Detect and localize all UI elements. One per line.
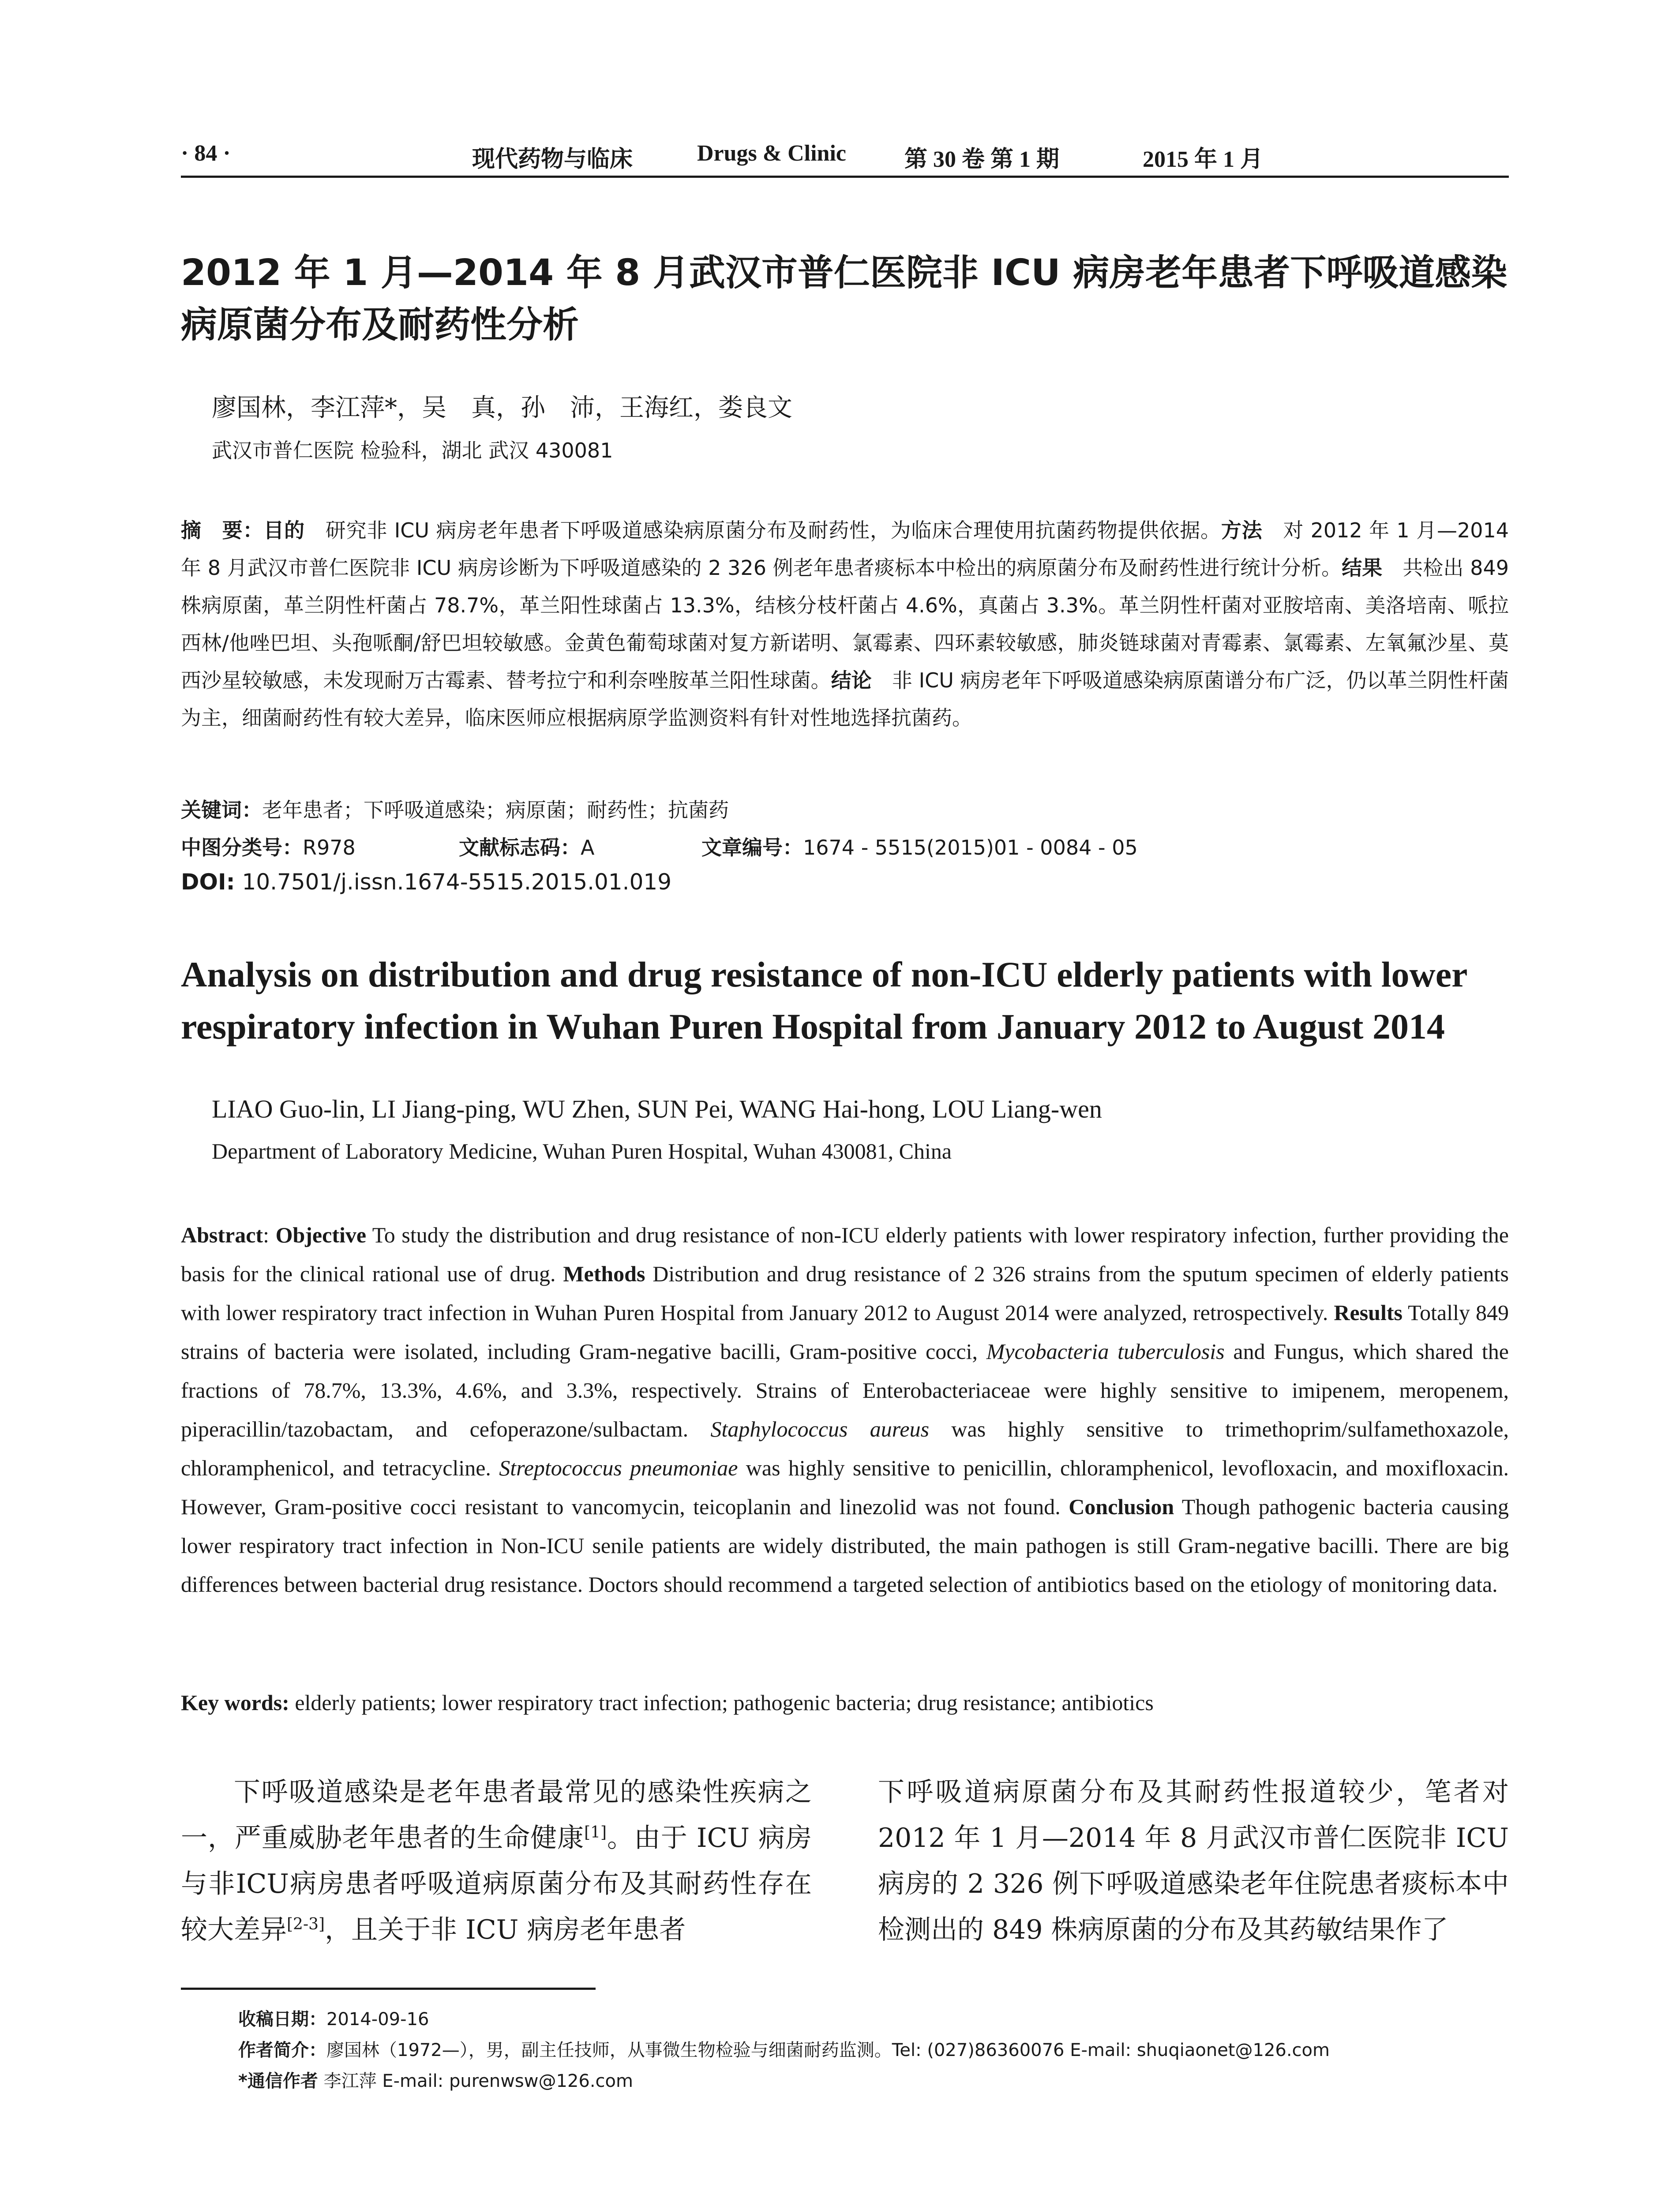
paper-title-cn: 2012 年 1 月—2014 年 8 月武汉市普仁医院非 ICU 病房老年患者下呼吸道感染病原菌分布及耐药性分析 bbox=[181, 252, 1508, 346]
body-column-right bbox=[878, 1769, 1509, 1953]
footnote-author-bio bbox=[238, 2036, 1330, 2061]
paper-title-en: Analysis on distribution and drug resistance of non-ICU elderly patients with lower respiratory infection in Wuhan Puren Hospital from January 2012 to August 2014 bbox=[181, 954, 1467, 1047]
body-column-left bbox=[181, 1769, 812, 1953]
abstract-cn-conclusion-label: 结论 bbox=[831, 668, 872, 692]
footnote-rule bbox=[181, 1988, 596, 1990]
document-code-label: 文献标志码： bbox=[459, 836, 581, 859]
doi-value[interactable]: 10.7501/j.issn.1674-5515.2015.01.019 bbox=[242, 869, 672, 895]
abstract-en-conclusion: Though pathogenic bacteria causing lower respiratory tract infection in Non-ICU senile patients are widely distributed, the main pathogen is still Gram-negative bacilli. There are big differences between bacterial drug resistance. Doctors should recommend a targeted selection of antibiotics based on the etiology of monitoring data. bbox=[181, 1494, 1509, 1597]
document-code bbox=[459, 832, 594, 861]
abstract-en-methods-label: Methods bbox=[563, 1261, 645, 1286]
footnote-received bbox=[238, 2005, 429, 2030]
abstract-cn-methods: 对 2012 年 1 月—2014 年 8 月武汉市普仁医院非 ICU 病房诊断为下呼吸道感染的 2 326 例老年患者痰标本中检出的病原菌分布及耐药性进行统计分析。 bbox=[181, 518, 1509, 580]
abstract-en-results-c: was highly sensitive to trimethoprim/sulfamethoxazole, chloramphenicol, and tetracycline. bbox=[181, 1417, 1509, 1480]
doi-line bbox=[181, 869, 671, 895]
running-header bbox=[181, 140, 1509, 176]
keywords-en-label: Key words: bbox=[181, 1690, 289, 1715]
abstract-en-sep: : bbox=[263, 1223, 276, 1247]
abstract-en-species-mycobacteria: Mycobacteria tuberculosis bbox=[986, 1339, 1225, 1364]
abstract-en bbox=[181, 1216, 1509, 1604]
article-number bbox=[701, 832, 1138, 861]
abstract-en-conclusion-label: Conclusion bbox=[1069, 1494, 1174, 1519]
issue-info: 第 30 卷 第 1 期 bbox=[904, 147, 1060, 172]
footnote-corresponding bbox=[238, 2067, 633, 2092]
classification-line bbox=[181, 832, 356, 861]
bio-label: 作者简介： bbox=[238, 2040, 326, 2060]
keywords-cn-label: 关键词： bbox=[181, 798, 262, 822]
abstract-en-results-label: Results bbox=[1334, 1300, 1402, 1325]
keywords-cn bbox=[181, 794, 729, 823]
corresponding-text: 李江萍 E-mail: purenwsw@126.com bbox=[318, 2071, 633, 2091]
body-right-text: 下呼吸道病原菌分布及其耐药性报道较少，笔者对 2012 年 1 月—2014 年 8 月武汉市普仁医院非 ICU 病房的 2 326 例下呼吸道感染老年住院患者痰标本中检测出的 849 株病原菌的分布及其药敏结果作了 bbox=[878, 1777, 1509, 1945]
abstract-cn-objective-label: 目的 bbox=[263, 518, 305, 542]
abstract-en-objective: To study the distribution and drug resistance of non-ICU elderly patients with lower respiratory infection, further providing the basis for the clinical rational use of drug. bbox=[181, 1223, 1509, 1286]
journal-name-cn: 现代药物与临床 bbox=[472, 146, 633, 173]
abstract-cn-methods-label: 方法 bbox=[1221, 518, 1263, 542]
received-date: 2014-09-16 bbox=[326, 2009, 429, 2030]
doi-label: DOI: bbox=[181, 869, 235, 895]
header-rule bbox=[181, 176, 1509, 178]
body-left-text-c: ，且关于非 ICU 病房老年患者 bbox=[325, 1914, 686, 1945]
abstract-en-objective-label: Objective bbox=[275, 1223, 367, 1247]
bio-text: 廖国林（1972—），男，副主任技师，从事微生物检验与细菌耐药监测。Tel: (027)86360076 E-mail: shuqiaonet@126.com bbox=[326, 2040, 1330, 2060]
abstract-cn-objective: 研究非 ICU 病房老年患者下呼吸道感染病原菌分布及耐药性，为临床合理使用抗菌药物提供依据。 bbox=[304, 518, 1221, 542]
affiliation-en: Department of Laboratory Medicine, Wuhan Puren Hospital, Wuhan 430081, China bbox=[212, 1139, 952, 1163]
page-number: · 84 · bbox=[181, 141, 231, 166]
journal-name-en: Drugs & Clinic bbox=[697, 141, 846, 166]
body-left-text-a: 下呼吸道感染是老年患者最常见的感染性疾病之一，严重威胁老年患者的生命健康 bbox=[181, 1777, 812, 1853]
abstract-en-label: Abstract bbox=[181, 1223, 263, 1247]
citation-ref[interactable]: [1] bbox=[584, 1823, 607, 1842]
keywords-cn-text: 老年患者；下呼吸道感染；病原菌；耐药性；抗菌药 bbox=[262, 798, 729, 822]
clc-label: 中图分类号： bbox=[181, 836, 303, 859]
abstract-cn bbox=[181, 512, 1509, 737]
article-number-label: 文章编号： bbox=[701, 836, 803, 859]
received-label: 收稿日期： bbox=[238, 2009, 326, 2030]
authors-cn: 廖国林，李江萍*，吴 真，孙 沛，王海红，娄良文 bbox=[212, 394, 792, 422]
abstract-cn-results: 共检出 849 株病原菌，革兰阴性杆菌占 78.7%，革兰阳性球菌占 13.3%，结核分枝杆菌占 4.6%，真菌占 3.3%。革兰阴性杆菌对亚胺培南、美洛培南、哌拉西林/他唑巴坦、头孢哌酮/舒巴坦较敏感。金黄色葡萄球菌对复方新诺明、氯霉素、四环素较敏感，肺炎链球菌对青霉素、氯霉素、左氧氟沙星、莫西沙星较敏感，未发现耐万古霉素、替考拉宁和利奈唑胺革兰阳性球菌。 bbox=[181, 556, 1509, 692]
abstract-en-species-staphylococcus: Staphylococcus aureus bbox=[710, 1417, 930, 1441]
abstract-en-results-d: was highly sensitive to penicillin, chloramphenicol, levofloxacin, and moxifloxacin. However, Gram-positive cocci resistant to vancomycin, teicoplanin and linezolid was not found. bbox=[181, 1456, 1509, 1519]
abstract-cn-conclusion: 非 ICU 病房老年下呼吸道感染病原菌谱分布广泛，仍以革兰阴性杆菌为主，细菌耐药性有较大差异，临床医师应根据病原学监测资料有针对性地选择抗菌药。 bbox=[181, 668, 1509, 730]
corresponding-label: *通信作者 bbox=[238, 2071, 318, 2091]
citation-ref[interactable]: [2-3] bbox=[287, 1915, 325, 1933]
authors-en: LIAO Guo-lin, LI Jiang-ping, WU Zhen, SUN Pei, WANG Hai-hong, LOU Liang-wen bbox=[212, 1095, 1102, 1123]
abstract-en-species-streptococcus: Streptococcus pneumoniae bbox=[499, 1456, 738, 1480]
clc-value: R978 bbox=[303, 836, 356, 859]
affiliation-cn: 武汉市普仁医院 检验科，湖北 武汉 430081 bbox=[212, 439, 613, 462]
article-number-value: 1674 - 5515(2015)01 - 0084 - 05 bbox=[803, 836, 1138, 859]
body-left-text-b: 。由于 ICU 病房与非ICU病房患者呼吸道病原菌分布及其耐药性存在较大差异 bbox=[181, 1823, 812, 1945]
abstract-cn-label: 摘 要： bbox=[181, 518, 264, 542]
document-code-value: A bbox=[581, 836, 595, 859]
abstract-cn-results-label: 结果 bbox=[1342, 556, 1383, 580]
keywords-en-text: elderly patients; lower respiratory tract infection; pathogenic bacteria; drug resistance; antibiotics bbox=[289, 1690, 1154, 1715]
keywords-en bbox=[181, 1690, 1154, 1715]
abstract-en-results-a: Totally 849 strains of bacteria were isolated, including Gram-negative bacilli, Gram-positive cocci, bbox=[181, 1300, 1509, 1364]
abstract-en-methods: Distribution and drug resistance of 2 326 strains from the sputum specimen of elderly patients with lower respiratory tract infection in Wuhan Puren Hospital from January 2012 to August 2014 were analyzed, retrospectively. bbox=[181, 1261, 1509, 1325]
abstract-en-results-b: and Fungus, which shared the fractions of 78.7%, 13.3%, 4.6%, and 3.3%, respectively. Strains of Enterobacteriaceae were highly sensitive to imipenem, meropenem, piperacillin/tazobactam, and cefoperazone/sulbactam. bbox=[181, 1339, 1509, 1441]
issue-date: 2015 年 1 月 bbox=[1143, 147, 1264, 172]
